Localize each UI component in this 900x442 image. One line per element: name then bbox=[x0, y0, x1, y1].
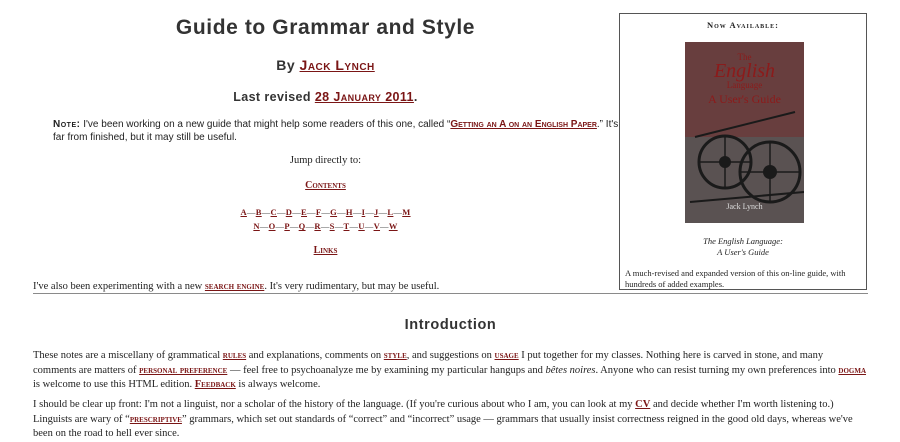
contents-wrapper bbox=[33, 180, 618, 191]
letter-link-p[interactable]: P bbox=[284, 221, 290, 231]
intro-text: ” grammars, which set out standards of “correct” and “incorrect” usage — grammars that usually insist correctness reigned in the good old days, whereas we've been on the road to hell ever since. bbox=[33, 413, 853, 439]
style-link[interactable]: style bbox=[383, 350, 407, 361]
letter-link-d[interactable]: D bbox=[285, 207, 293, 217]
letter-link-a[interactable]: A bbox=[240, 207, 247, 217]
caption-line-2: A User's Guide bbox=[717, 247, 769, 257]
book-promo-box bbox=[619, 13, 867, 290]
intro-text: is welcome to use this HTML edition. bbox=[33, 379, 195, 390]
links-link[interactable]: Links bbox=[313, 245, 338, 256]
letter-separator: — bbox=[246, 207, 256, 217]
letter-link-l[interactable]: L bbox=[387, 207, 394, 217]
feedback-link[interactable]: Feedback bbox=[194, 379, 236, 390]
intro-text: I put together for my classes. Nothing here is carved in stone, and many comments are matters of bbox=[33, 350, 824, 376]
letter-link-b[interactable]: B bbox=[255, 207, 262, 217]
intro-paragraph-1 bbox=[33, 349, 868, 393]
rules-link[interactable]: rules bbox=[222, 350, 247, 361]
engine-text-before: I've also been experimenting with a new bbox=[33, 281, 205, 292]
section-divider bbox=[33, 293, 868, 294]
english-paper-link[interactable]: Getting an A on an English Paper bbox=[450, 119, 597, 130]
engine-text-after: . It's very rudimentary, but may be useful. bbox=[264, 281, 440, 292]
letter-separator: — bbox=[365, 207, 375, 217]
book-caption bbox=[620, 236, 866, 258]
book-blurb: A much-revised and expanded version of this on-line guide, with hundreds of added examples. bbox=[625, 268, 846, 289]
letter-index-row-1 bbox=[33, 207, 618, 217]
note-text-after: .” It's far from finished, but it may still be useful. bbox=[53, 119, 619, 143]
cv-link[interactable]: CV bbox=[635, 399, 651, 410]
personal-preference-link[interactable]: personal preference bbox=[139, 364, 228, 376]
contents-link[interactable]: Contents bbox=[305, 180, 346, 191]
letter-separator: — bbox=[352, 207, 362, 217]
note-label: Note: bbox=[53, 119, 81, 130]
page-title: Guide to Grammar and Style bbox=[175, 16, 476, 39]
prescriptive-link[interactable]: prescriptive bbox=[129, 413, 182, 425]
cover-title bbox=[685, 52, 804, 107]
letter-separator: — bbox=[305, 221, 315, 231]
letter-separator: — bbox=[292, 207, 302, 217]
letter-link-g[interactable]: G bbox=[330, 207, 338, 217]
links-wrapper bbox=[33, 245, 618, 256]
letter-separator: — bbox=[380, 221, 389, 231]
byline bbox=[33, 57, 618, 73]
letter-link-t[interactable]: T bbox=[343, 221, 350, 231]
letter-separator: — bbox=[334, 221, 344, 231]
letter-link-o[interactable]: O bbox=[268, 221, 276, 231]
cover-english: English bbox=[713, 60, 776, 82]
letter-separator: — bbox=[349, 221, 359, 231]
letter-separator: — bbox=[307, 207, 316, 217]
letter-separator: — bbox=[259, 221, 269, 231]
letter-link-v[interactable]: V bbox=[373, 221, 381, 231]
cover-author: Jack Lynch bbox=[726, 202, 763, 211]
revised-date-link[interactable]: 28 January 2011 bbox=[314, 90, 414, 104]
intro-text: is always welcome. bbox=[235, 379, 321, 390]
betes-noires-text: bêtes noires bbox=[545, 364, 596, 376]
letter-link-w[interactable]: W bbox=[388, 221, 398, 231]
byline-prefix: By bbox=[276, 57, 296, 73]
letter-link-u[interactable]: U bbox=[358, 221, 365, 231]
note-text-before: I've been working on a new guide that might help some readers of this one, called “ bbox=[80, 119, 451, 130]
jump-label: Jump directly to: bbox=[289, 155, 362, 166]
letter-link-r[interactable]: R bbox=[314, 221, 321, 231]
revised-prefix: Last revised bbox=[233, 90, 311, 104]
letter-separator: — bbox=[320, 221, 330, 231]
intro-text: and explanations, comments on bbox=[246, 350, 384, 361]
letter-separator: — bbox=[337, 207, 346, 217]
book-cover-image[interactable] bbox=[685, 42, 804, 223]
note-paragraph bbox=[53, 118, 621, 144]
letter-link-f[interactable]: F bbox=[315, 207, 322, 217]
letter-separator: — bbox=[321, 207, 331, 217]
intro-text: , and suggestions on bbox=[406, 350, 495, 361]
letter-link-i[interactable]: I bbox=[361, 207, 366, 217]
letter-separator: — bbox=[261, 207, 271, 217]
last-revised bbox=[33, 90, 618, 104]
cover-subtitle: A User's Guide bbox=[708, 92, 781, 106]
intro-text: . Anyone who can resist turning my own preferences into bbox=[595, 364, 839, 376]
letter-separator: — bbox=[378, 207, 388, 217]
letter-link-n[interactable]: N bbox=[253, 221, 260, 231]
now-available-heading: Now Available: bbox=[707, 20, 779, 30]
intro-paragraph-2 bbox=[33, 398, 868, 442]
intro-text: and decide whether I'm worth listening to.) Linguists are wary of “ bbox=[33, 399, 834, 425]
letter-separator: — bbox=[364, 221, 374, 231]
letter-link-s[interactable]: S bbox=[329, 221, 335, 231]
letter-link-m[interactable]: M bbox=[402, 207, 411, 217]
dogma-link[interactable]: dogma bbox=[838, 364, 867, 376]
intro-text: These notes are a miscellany of grammatical bbox=[33, 350, 223, 361]
cover-the: The bbox=[737, 52, 752, 62]
search-engine-link[interactable]: search engine bbox=[204, 281, 265, 292]
intro-text: I should be clear up front: I'm not a linguist, nor a scholar of the history of the language. (If you're curious about who I am, you can look at my bbox=[33, 399, 636, 410]
letter-link-q[interactable]: Q bbox=[298, 221, 306, 231]
caption-line-1: The English Language: bbox=[703, 236, 783, 246]
author-link[interactable]: Jack Lynch bbox=[299, 57, 375, 73]
letter-separator: — bbox=[276, 207, 286, 217]
letter-link-j[interactable]: J bbox=[374, 207, 379, 217]
letter-separator: — bbox=[275, 221, 285, 231]
intro-text: — feel free to psychoanalyze me by examining my particular hangups and bbox=[227, 364, 546, 376]
introduction-heading: Introduction bbox=[404, 317, 497, 333]
letter-separator: — bbox=[289, 221, 299, 231]
letter-link-h[interactable]: H bbox=[345, 207, 353, 217]
letter-link-e[interactable]: E bbox=[301, 207, 308, 217]
usage-link[interactable]: usage bbox=[494, 350, 519, 361]
revised-suffix: . bbox=[413, 90, 418, 104]
letter-link-c[interactable]: C bbox=[270, 207, 277, 217]
letter-index-row-2 bbox=[33, 221, 618, 231]
letter-separator: — bbox=[393, 207, 403, 217]
cover-language: Language bbox=[726, 80, 763, 90]
search-engine-paragraph bbox=[33, 281, 618, 292]
